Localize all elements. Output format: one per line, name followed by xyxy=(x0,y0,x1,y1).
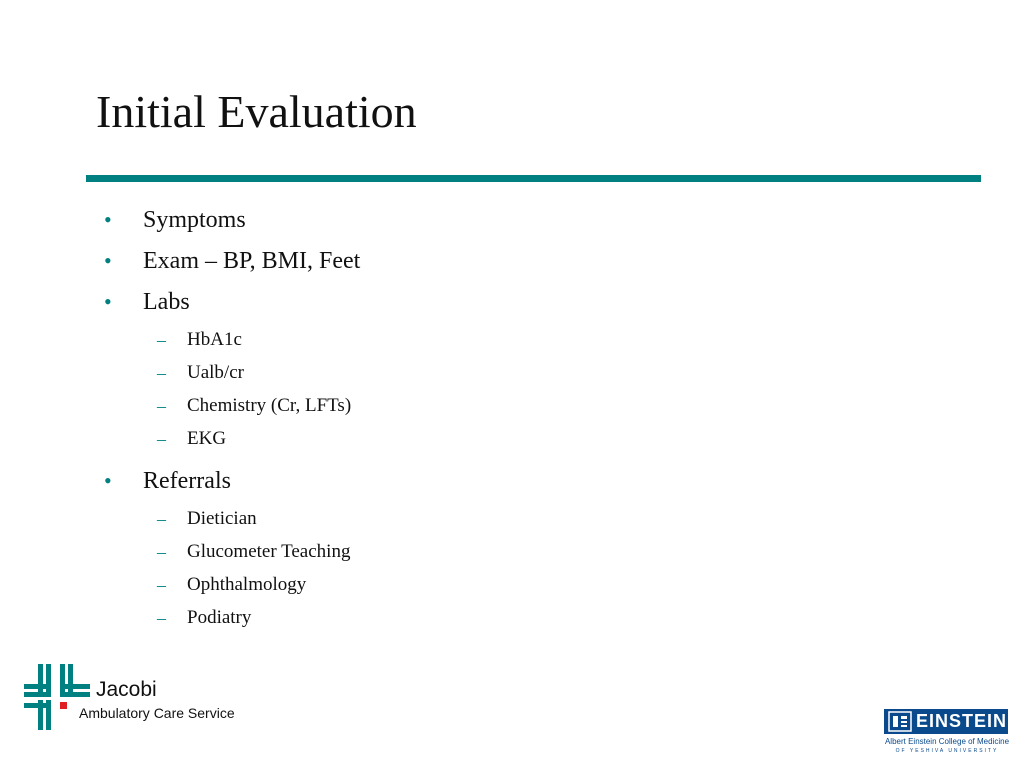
bullet-text: Glucometer Teaching xyxy=(187,541,351,562)
bullet-text: Exam – BP, BMI, Feet xyxy=(143,248,361,274)
bullet-text: Podiatry xyxy=(187,607,252,628)
dash-marker: – xyxy=(157,608,166,628)
jacobi-subtitle: Ambulatory Care Service xyxy=(79,705,235,721)
dash-marker: – xyxy=(157,429,166,449)
bullet-marker: • xyxy=(104,248,112,273)
jacobi-logo xyxy=(22,662,262,734)
einstein-seal-icon xyxy=(888,711,912,732)
slide-title: Initial Evaluation xyxy=(96,86,417,137)
dash-marker: – xyxy=(157,509,166,529)
einstein-subtitle: Albert Einstein College of Medicine xyxy=(884,737,1010,746)
dash-marker: – xyxy=(157,396,166,416)
einstein-subtitle-2: OF YESHIVA UNIVERSITY xyxy=(895,748,999,754)
bullet-text: Dietician xyxy=(187,508,257,529)
jacobi-cross-icon xyxy=(22,662,94,732)
bullet-text: EKG xyxy=(187,428,227,449)
dash-marker: – xyxy=(157,330,166,350)
bullet-marker: • xyxy=(104,207,112,232)
einstein-name: EINSTEIN xyxy=(916,711,1008,731)
bullet-marker: • xyxy=(104,468,112,493)
title-divider xyxy=(86,175,981,182)
dash-marker: – xyxy=(157,542,166,562)
bullet-text: Referrals xyxy=(143,468,231,494)
dash-marker: – xyxy=(157,575,166,595)
bullet-text: HbA1c xyxy=(187,329,242,350)
bullet-text: Ophthalmology xyxy=(187,574,307,595)
einstein-logo xyxy=(884,709,1010,757)
jacobi-name: Jacobi xyxy=(96,678,157,701)
bullet-text: Ualb/cr xyxy=(187,362,244,383)
bullet-marker: • xyxy=(104,289,112,314)
bullet-text: Chemistry (Cr, LFTs) xyxy=(187,395,352,416)
bullet-text: Symptoms xyxy=(143,207,246,233)
einstein-banner xyxy=(884,709,1008,734)
bullet-text: Labs xyxy=(143,289,190,315)
dash-marker: – xyxy=(157,363,166,383)
